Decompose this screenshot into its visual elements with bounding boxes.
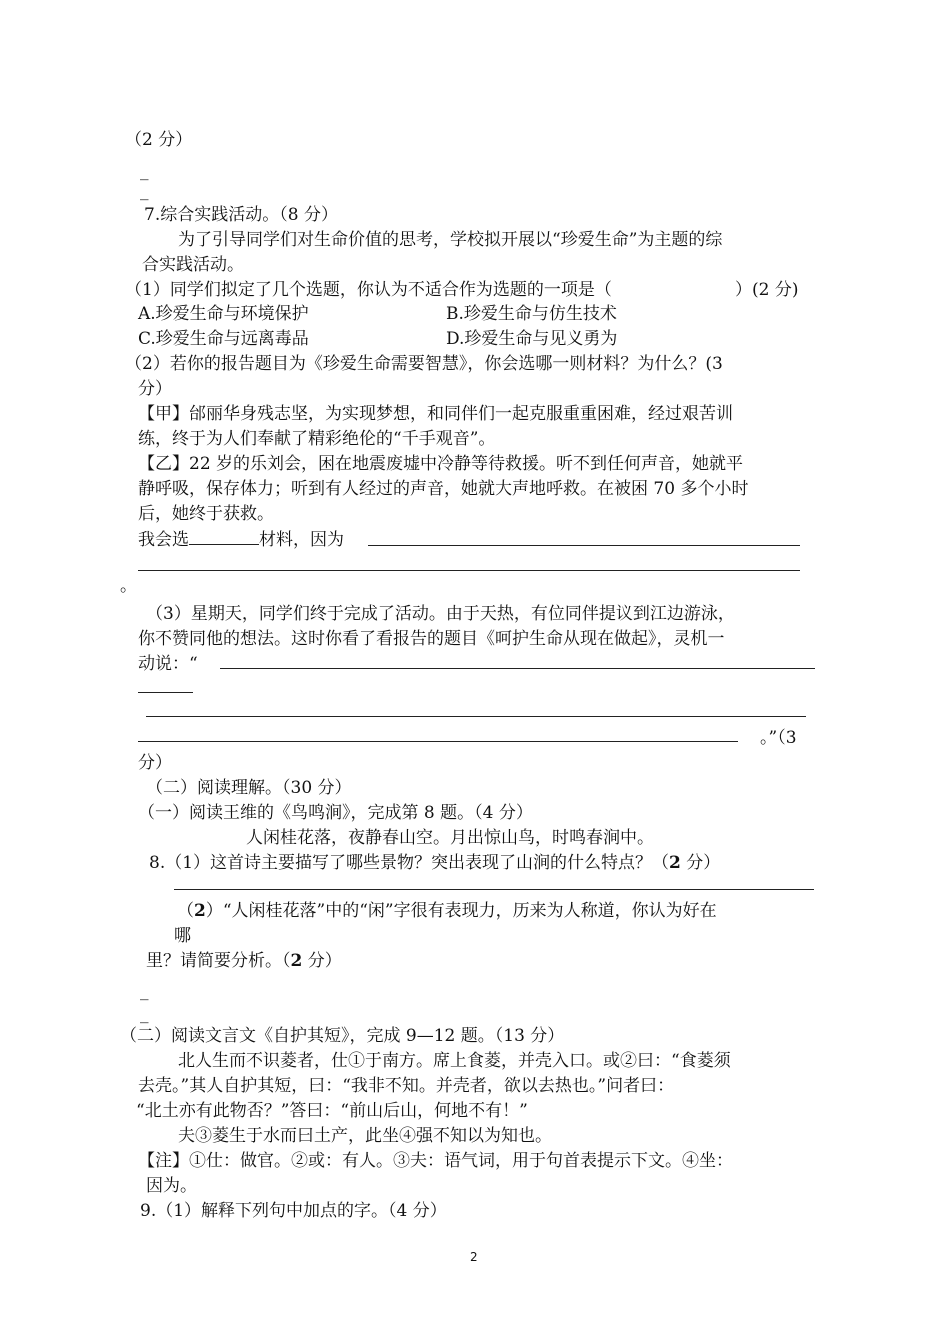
question-8-2 <box>177 900 717 922</box>
blank-mark: _ <box>140 1004 149 1024</box>
paragraph-line: 哪 <box>174 926 191 946</box>
question-text: 8.（1）这首诗主要描写了哪些景物？突出表现了山涧的什么特点？（ <box>149 853 670 873</box>
option-b: B.珍爱生命与仿生技术 <box>446 304 617 324</box>
classical-text: 去壳。”其人自护其短，曰：“我非不知。并壳者，欲以去热也。”问者曰： <box>138 1076 675 1096</box>
prompt-text: 材料，因为 <box>259 530 344 550</box>
period-mark: 。 <box>120 576 137 596</box>
question-text: 分） <box>680 853 721 873</box>
paragraph-line: 合实践活动。 <box>142 255 244 275</box>
blank-mark: _ <box>140 981 149 1001</box>
answer-line[interactable] <box>138 741 738 742</box>
question-text: ）“人闲桂花落”中的“闲”字很有表现力，历来为人称道，你认为好在 <box>205 901 717 921</box>
paragraph-line: 静呼吸，保存体力；听到有人经过的声音，她就大声地呼救。在被困 70 多个小时 <box>138 479 749 499</box>
section-heading: （二）阅读理解。（30 分） <box>146 778 352 798</box>
classical-text: “北土亦有此物否？”答曰：“前山后山，何地不有！” <box>136 1101 528 1121</box>
option-a: A.珍爱生命与环境保护 <box>138 304 309 324</box>
answer-line[interactable] <box>174 889 814 890</box>
answer-blank[interactable] <box>189 528 259 545</box>
option-c: C.珍爱生命与远离毒品 <box>138 329 309 349</box>
paragraph-line: 分） <box>138 379 172 399</box>
paragraph-line: 动说：“ <box>138 654 198 674</box>
blank-mark: _ <box>140 161 149 181</box>
answer-line[interactable] <box>146 716 806 717</box>
subsection-heading: （一）阅读王维的《鸟鸣涧》，完成第 8 题。（4 分） <box>138 803 533 823</box>
subsection-heading: （二）阅读文言文《自护其短》，完成 9—12 题。（13 分） <box>120 1026 565 1046</box>
classical-text: 北人生而不识菱者，仕①于南方。席上食菱，并壳入口。或②曰：“食菱须 <box>178 1051 731 1071</box>
question-7-1-score: ）(2 分) <box>735 280 799 300</box>
paragraph-line: 。”（3 <box>760 728 797 748</box>
annotation-note: 【注】①仕：做官。②或：有人。③夫：语气词，用于句首表提示下文。④坐： <box>138 1151 733 1171</box>
answer-prompt <box>138 528 344 551</box>
score-digit: 2 <box>290 951 303 971</box>
material-jia: 【甲】邰丽华身残志坚，为实现梦想，和同伴们一起克服重重困难，经过艰苦训 <box>138 404 733 424</box>
paragraph-line: 你不赞同他的想法。这时你看了看报告的题目《呵护生命从现在做起》，灵机一 <box>138 629 725 649</box>
question-digit: 2 <box>194 901 206 921</box>
question-7-3: （3）星期天，同学们终于完成了活动。由于天热，有位同伴提议到江边游泳， <box>146 604 735 624</box>
blank-mark: _ <box>140 181 149 201</box>
answer-line[interactable] <box>138 570 800 571</box>
page-number: 2 <box>470 1250 478 1264</box>
option-d: D.珍爱生命与见义勇为 <box>446 329 618 349</box>
score-digit: 2 <box>669 853 681 873</box>
question-8-1 <box>149 852 720 874</box>
prompt-text: 我会选 <box>138 530 189 550</box>
poem-text: 人闲桂花落，夜静春山空。月出惊山鸟，时鸣春涧中。 <box>246 828 654 848</box>
question-7-2: （2）若你的报告题目为《珍爱生命需要智慧》，你会选哪一则材料？为什么？(3 <box>125 354 723 374</box>
paragraph-line: 分） <box>138 753 172 773</box>
paragraph-line: 练，终于为人们奉献了精彩绝伦的“千手观音”。 <box>138 429 496 449</box>
classical-text: 夫③菱生于水而曰土产，此坐④强不知以为知也。 <box>178 1126 552 1146</box>
question-7-heading: 7.综合实践活动。（8 分） <box>144 205 338 225</box>
paragraph-line <box>146 950 342 972</box>
question-9-1: 9.（1）解释下列句中加点的字。（4 分） <box>140 1201 447 1221</box>
material-yi: 【乙】22 岁的乐刘会，困在地震废墟中冷静等待救援。听不到任何声音，她就平 <box>138 454 744 474</box>
question-text: 分） <box>302 951 342 971</box>
question-text: 里？请简要分析。（ <box>146 951 291 971</box>
answer-line[interactable] <box>138 692 193 693</box>
score-note: （2 分） <box>125 130 193 150</box>
paragraph-line: 后，她终于获救。 <box>138 504 274 524</box>
question-text: （ <box>177 901 194 921</box>
answer-line[interactable] <box>220 668 815 669</box>
paragraph-line: 为了引导同学们对生命价值的思考，学校拟开展以“珍爱生命”为主题的综 <box>178 230 723 250</box>
annotation-note: 因为。 <box>146 1176 197 1196</box>
question-7-1: （1）同学们拟定了几个选题，你认为不适合作为选题的一项是（ <box>125 280 612 300</box>
answer-line[interactable] <box>368 545 800 546</box>
